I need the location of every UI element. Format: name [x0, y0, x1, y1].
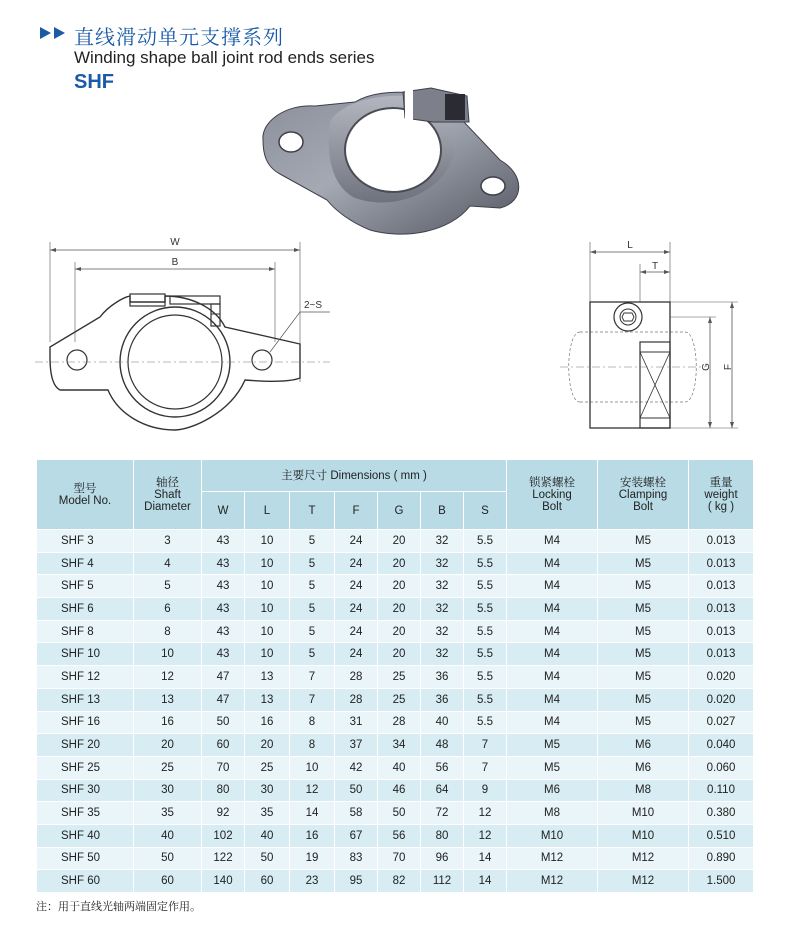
cell-s: 5.5	[464, 530, 507, 553]
cell-s: 12	[464, 824, 507, 847]
cell-l: 10	[245, 575, 290, 598]
cell-t: 8	[290, 734, 335, 757]
cell-w: 102	[202, 824, 245, 847]
cell-s: 5.5	[464, 620, 507, 643]
header-dim-t: T	[290, 492, 335, 530]
cell-model: SHF 6	[37, 598, 134, 621]
header-dim-w: W	[202, 492, 245, 530]
cell-f: 37	[335, 734, 378, 757]
cell-weight: 0.040	[689, 734, 754, 757]
cell-t: 5	[290, 620, 335, 643]
header-model	[37, 460, 134, 530]
cell-t: 14	[290, 802, 335, 825]
cell-g: 50	[378, 802, 421, 825]
cell-locking-bolt: M4	[507, 688, 598, 711]
product-code: SHF	[74, 71, 114, 93]
cell-b: 48	[421, 734, 464, 757]
cell-w: 47	[202, 688, 245, 711]
cell-clamping-bolt: M5	[598, 711, 689, 734]
cell-t: 10	[290, 756, 335, 779]
title-chinese: 直线滑动单元支撑系列	[74, 25, 284, 49]
cell-shaft-diameter: 10	[134, 643, 202, 666]
cell-shaft-diameter: 12	[134, 666, 202, 689]
header-locking-bolt	[507, 460, 598, 530]
cell-clamping-bolt: M6	[598, 734, 689, 757]
cell-w: 43	[202, 643, 245, 666]
cell-t: 7	[290, 688, 335, 711]
cell-w: 92	[202, 802, 245, 825]
header-clamping-en2: Bolt	[633, 500, 653, 513]
header-weight-en2: ( kg )	[707, 500, 735, 513]
cell-clamping-bolt: M5	[598, 688, 689, 711]
header-shaft-cn: 轴径	[156, 476, 179, 489]
cell-locking-bolt: M6	[507, 779, 598, 802]
header-shaft-en1: Shaft	[154, 488, 181, 501]
cell-shaft-diameter: 50	[134, 847, 202, 870]
cell-shaft-diameter: 13	[134, 688, 202, 711]
cell-w: 43	[202, 530, 245, 553]
cell-t: 7	[290, 666, 335, 689]
cell-f: 24	[335, 620, 378, 643]
cell-t: 23	[290, 870, 335, 893]
dim-label-w: W	[170, 237, 180, 248]
cell-model: SHF 10	[37, 643, 134, 666]
header-locking-en1: Locking	[532, 488, 572, 501]
cell-s: 5.5	[464, 552, 507, 575]
cell-weight: 0.510	[689, 824, 754, 847]
cell-locking-bolt: M4	[507, 711, 598, 734]
cell-f: 83	[335, 847, 378, 870]
cell-s: 14	[464, 847, 507, 870]
cell-weight: 0.027	[689, 711, 754, 734]
cell-s: 5.5	[464, 598, 507, 621]
cell-s: 5.5	[464, 688, 507, 711]
cell-l: 10	[245, 552, 290, 575]
cell-t: 5	[290, 530, 335, 553]
cell-b: 32	[421, 643, 464, 666]
cell-model: SHF 13	[37, 688, 134, 711]
cell-s: 5.5	[464, 711, 507, 734]
cell-l: 16	[245, 711, 290, 734]
cell-shaft-diameter: 8	[134, 620, 202, 643]
cell-locking-bolt: M4	[507, 552, 598, 575]
cell-weight: 0.020	[689, 688, 754, 711]
table-row	[37, 711, 754, 734]
cell-model: SHF 3	[37, 530, 134, 553]
cell-model: SHF 40	[37, 824, 134, 847]
table-row	[37, 643, 754, 666]
header-locking-en2: Bolt	[542, 500, 562, 513]
cell-shaft-diameter: 4	[134, 552, 202, 575]
cell-t: 19	[290, 847, 335, 870]
header-dim-s: S	[464, 492, 507, 530]
header-shaft	[134, 460, 202, 530]
cell-f: 31	[335, 711, 378, 734]
cell-g: 20	[378, 552, 421, 575]
cell-shaft-diameter: 3	[134, 530, 202, 553]
cell-s: 7	[464, 756, 507, 779]
header-dim-g: G	[378, 492, 421, 530]
cell-s: 12	[464, 802, 507, 825]
cell-model: SHF 60	[37, 870, 134, 893]
cell-clamping-bolt: M5	[598, 575, 689, 598]
cell-s: 9	[464, 779, 507, 802]
table-row	[37, 598, 754, 621]
cell-t: 5	[290, 598, 335, 621]
cell-shaft-diameter: 40	[134, 824, 202, 847]
cell-clamping-bolt: M6	[598, 756, 689, 779]
cell-b: 112	[421, 870, 464, 893]
cell-w: 47	[202, 666, 245, 689]
cell-shaft-diameter: 16	[134, 711, 202, 734]
cell-g: 25	[378, 688, 421, 711]
cell-locking-bolt: M4	[507, 666, 598, 689]
cell-g: 28	[378, 711, 421, 734]
cell-l: 10	[245, 530, 290, 553]
cell-g: 20	[378, 575, 421, 598]
cell-b: 32	[421, 552, 464, 575]
cell-l: 30	[245, 779, 290, 802]
cell-g: 20	[378, 620, 421, 643]
cell-b: 32	[421, 598, 464, 621]
double-arrow-icon	[40, 26, 70, 40]
cell-weight: 0.013	[689, 643, 754, 666]
dim-label-g: G	[701, 363, 712, 371]
cell-t: 12	[290, 779, 335, 802]
cell-b: 72	[421, 802, 464, 825]
header-model-en: Model No.	[58, 494, 112, 507]
cell-w: 140	[202, 870, 245, 893]
cell-w: 60	[202, 734, 245, 757]
cell-locking-bolt: M4	[507, 598, 598, 621]
cell-f: 28	[335, 688, 378, 711]
cell-l: 60	[245, 870, 290, 893]
cell-t: 8	[290, 711, 335, 734]
cell-g: 46	[378, 779, 421, 802]
cell-s: 5.5	[464, 666, 507, 689]
cell-shaft-diameter: 60	[134, 870, 202, 893]
cell-b: 36	[421, 666, 464, 689]
specification-table	[36, 459, 754, 893]
cell-t: 5	[290, 552, 335, 575]
cell-s: 5.5	[464, 575, 507, 598]
cell-t: 5	[290, 643, 335, 666]
cell-locking-bolt: M4	[507, 575, 598, 598]
header-shaft-en2: Diameter	[144, 500, 191, 513]
cell-b: 56	[421, 756, 464, 779]
cell-b: 40	[421, 711, 464, 734]
cell-b: 96	[421, 847, 464, 870]
cell-t: 5	[290, 575, 335, 598]
cell-s: 7	[464, 734, 507, 757]
cell-w: 43	[202, 620, 245, 643]
footnote: 注：用于直线光轴两端固定作用。	[36, 900, 201, 913]
cell-f: 24	[335, 643, 378, 666]
cell-shaft-diameter: 35	[134, 802, 202, 825]
table-row	[37, 620, 754, 643]
header-clamping-en1: Clamping	[618, 488, 668, 501]
cell-g: 34	[378, 734, 421, 757]
table-row	[37, 575, 754, 598]
cell-locking-bolt: M10	[507, 824, 598, 847]
cell-b: 32	[421, 620, 464, 643]
header-dimensions: 主要尺寸 Dimensions ( mm )	[202, 460, 507, 492]
front-view-drawing	[30, 232, 365, 444]
cell-locking-bolt: M5	[507, 734, 598, 757]
header-weight-en1: weight	[704, 488, 738, 501]
cell-w: 43	[202, 598, 245, 621]
cell-g: 82	[378, 870, 421, 893]
cell-clamping-bolt: M12	[598, 847, 689, 870]
table-row	[37, 552, 754, 575]
cell-weight: 0.013	[689, 598, 754, 621]
cell-shaft-diameter: 5	[134, 575, 202, 598]
table-row	[37, 530, 754, 553]
cell-f: 24	[335, 530, 378, 553]
cell-clamping-bolt: M10	[598, 824, 689, 847]
cell-w: 70	[202, 756, 245, 779]
cell-g: 40	[378, 756, 421, 779]
cell-f: 28	[335, 666, 378, 689]
cell-weight: 0.013	[689, 552, 754, 575]
cell-w: 50	[202, 711, 245, 734]
dim-label-b: B	[171, 257, 179, 268]
dim-label-f: F	[723, 363, 734, 371]
cell-model: SHF 50	[37, 847, 134, 870]
cell-b: 64	[421, 779, 464, 802]
table-row	[37, 870, 754, 893]
cell-locking-bolt: M12	[507, 870, 598, 893]
cell-weight: 0.060	[689, 756, 754, 779]
table-row	[37, 802, 754, 825]
cell-weight: 0.013	[689, 620, 754, 643]
cell-locking-bolt: M12	[507, 847, 598, 870]
header-dim-b: B	[421, 492, 464, 530]
table-row	[37, 847, 754, 870]
cell-l: 35	[245, 802, 290, 825]
cell-model: SHF 5	[37, 575, 134, 598]
side-view-drawing	[560, 232, 760, 444]
cell-g: 25	[378, 666, 421, 689]
cell-w: 80	[202, 779, 245, 802]
cell-clamping-bolt: M12	[598, 870, 689, 893]
cell-model: SHF 4	[37, 552, 134, 575]
cell-clamping-bolt: M10	[598, 802, 689, 825]
header-clamping-bolt	[598, 460, 689, 530]
cell-s: 5.5	[464, 643, 507, 666]
cell-clamping-bolt: M5	[598, 643, 689, 666]
cell-l: 40	[245, 824, 290, 847]
table-row	[37, 666, 754, 689]
cell-w: 43	[202, 575, 245, 598]
dim-label-t: T	[651, 261, 659, 272]
cell-g: 20	[378, 643, 421, 666]
table-body	[37, 530, 754, 893]
cell-b: 32	[421, 575, 464, 598]
header-weight	[689, 460, 754, 530]
cell-model: SHF 16	[37, 711, 134, 734]
cell-weight: 0.890	[689, 847, 754, 870]
cell-l: 20	[245, 734, 290, 757]
cell-model: SHF 8	[37, 620, 134, 643]
header-weight-cn: 重量	[709, 476, 733, 489]
cell-g: 70	[378, 847, 421, 870]
cell-shaft-diameter: 25	[134, 756, 202, 779]
cell-g: 20	[378, 530, 421, 553]
cell-weight: 1.500	[689, 870, 754, 893]
dim-label-s: 2~S	[304, 300, 323, 311]
cell-t: 16	[290, 824, 335, 847]
cell-g: 56	[378, 824, 421, 847]
cell-clamping-bolt: M8	[598, 779, 689, 802]
cell-f: 95	[335, 870, 378, 893]
table-row	[37, 756, 754, 779]
cell-f: 42	[335, 756, 378, 779]
cell-shaft-diameter: 6	[134, 598, 202, 621]
cell-b: 32	[421, 530, 464, 553]
cell-model: SHF 30	[37, 779, 134, 802]
cell-weight: 0.013	[689, 575, 754, 598]
header-clamping-cn: 安装螺栓	[620, 476, 667, 489]
cell-locking-bolt: M5	[507, 756, 598, 779]
cell-clamping-bolt: M5	[598, 530, 689, 553]
cell-f: 58	[335, 802, 378, 825]
cell-f: 24	[335, 552, 378, 575]
cell-locking-bolt: M4	[507, 643, 598, 666]
cell-model: SHF 25	[37, 756, 134, 779]
cell-f: 50	[335, 779, 378, 802]
cell-model: SHF 20	[37, 734, 134, 757]
header-model-cn: 型号	[73, 482, 97, 495]
cell-shaft-diameter: 20	[134, 734, 202, 757]
product-photo	[255, 82, 530, 242]
cell-clamping-bolt: M5	[598, 598, 689, 621]
cell-clamping-bolt: M5	[598, 552, 689, 575]
cell-l: 25	[245, 756, 290, 779]
cell-locking-bolt: M8	[507, 802, 598, 825]
header-locking-cn: 锁紧螺栓	[529, 476, 576, 489]
cell-g: 20	[378, 598, 421, 621]
cell-l: 13	[245, 666, 290, 689]
cell-weight: 0.013	[689, 530, 754, 553]
cell-f: 24	[335, 598, 378, 621]
table-row	[37, 688, 754, 711]
cell-s: 14	[464, 870, 507, 893]
cell-l: 10	[245, 643, 290, 666]
table-row	[37, 779, 754, 802]
cell-f: 24	[335, 575, 378, 598]
cell-weight: 0.110	[689, 779, 754, 802]
cell-weight: 0.020	[689, 666, 754, 689]
cell-b: 36	[421, 688, 464, 711]
cell-w: 43	[202, 552, 245, 575]
cell-clamping-bolt: M5	[598, 666, 689, 689]
cell-b: 80	[421, 824, 464, 847]
table-row	[37, 734, 754, 757]
title-english: Winding shape ball joint rod ends series	[74, 48, 375, 67]
cell-locking-bolt: M4	[507, 530, 598, 553]
cell-l: 10	[245, 598, 290, 621]
header-dim-f: F	[335, 492, 378, 530]
cell-f: 67	[335, 824, 378, 847]
cell-locking-bolt: M4	[507, 620, 598, 643]
cell-weight: 0.380	[689, 802, 754, 825]
cell-model: SHF 35	[37, 802, 134, 825]
cell-l: 13	[245, 688, 290, 711]
cell-l: 10	[245, 620, 290, 643]
cell-w: 122	[202, 847, 245, 870]
header-dim-l: L	[245, 492, 290, 530]
table-row	[37, 824, 754, 847]
cell-clamping-bolt: M5	[598, 620, 689, 643]
cell-l: 50	[245, 847, 290, 870]
dim-label-l: L	[627, 240, 633, 251]
cell-model: SHF 12	[37, 666, 134, 689]
cell-shaft-diameter: 30	[134, 779, 202, 802]
